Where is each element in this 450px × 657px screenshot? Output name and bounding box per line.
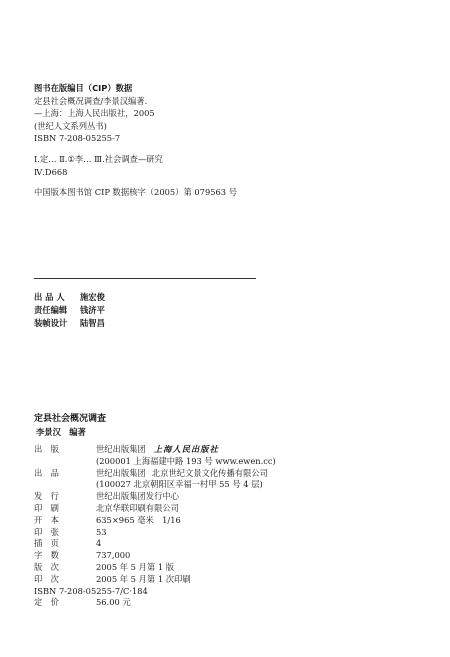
spec-label: 印 张 — [34, 526, 59, 537]
spec-row-producer — [34, 468, 276, 480]
cip-subjects: Ⅰ.定… Ⅱ.①李… Ⅲ.社会调查—研究 — [34, 153, 163, 164]
producer-address: (100027 北京朝阳区幸福一村甲 55 号 4 层) — [96, 479, 263, 490]
spec-row-price — [34, 597, 276, 609]
spec-row — [34, 538, 276, 550]
book-info — [34, 413, 106, 438]
spec-label: 版 次 — [34, 561, 59, 572]
spec-value: 2005 年 5 月第 1 版 — [96, 561, 175, 572]
cip-line-series: (世纪人文系列丛书) — [34, 120, 107, 131]
cip-record-number: 中国版本图书馆 CIP 数据核字（2005）第 079563 号 — [34, 187, 237, 198]
spec-row-isbn — [34, 586, 276, 598]
credit-value: 陆智昌 — [80, 318, 105, 328]
spec-value: 4 — [96, 538, 102, 549]
spec-label: 开 本 — [34, 514, 59, 525]
spec-label: 印 次 — [34, 573, 59, 584]
spec-label: 印 刷 — [34, 502, 59, 513]
spec-row-publisher-address — [34, 456, 276, 468]
publisher-group: 世纪出版集团 — [96, 444, 146, 454]
publisher-address: (200001 上海福建中路 193 号 www.ewen.cc) — [96, 455, 276, 466]
credit-row — [34, 304, 105, 317]
cip-line-publisher: —上海：上海人民出版社，2005 — [34, 108, 155, 119]
price-value: 56.00 元 — [96, 597, 131, 608]
spec-row — [34, 562, 276, 574]
producer-company: 北京世纪文景文化传播有限公司 — [151, 467, 268, 478]
spec-row — [34, 574, 276, 586]
spec-label: 发 行 — [34, 491, 59, 502]
book-title: 定县社会概况调查 — [34, 414, 107, 424]
spec-row — [34, 527, 276, 539]
credit-value: 钱济平 — [80, 305, 105, 315]
spec-value: 737,000 — [96, 550, 131, 561]
spec-value: 世纪出版集团发行中心 — [96, 491, 179, 502]
credit-label: 出 品 人 — [34, 292, 65, 302]
spec-label: 出 版 — [34, 444, 59, 454]
credit-row — [34, 317, 105, 330]
spec-value: 635×965 毫米 1/16 — [96, 514, 181, 525]
publisher-imprint: 上海人民出版社 — [153, 444, 219, 454]
isbn-full: ISBN 7-208-05255-7/C·184 — [34, 585, 148, 596]
spec-value: 北京华联印刷有限公司 — [96, 502, 179, 513]
cip-block — [34, 82, 237, 199]
spec-row — [34, 491, 276, 503]
cip-isbn: ISBN 7-208-05255-7 — [34, 133, 121, 144]
spec-label: 插 页 — [34, 538, 59, 549]
producer-group: 世纪出版集团 — [96, 467, 146, 478]
divider-rule — [34, 278, 256, 279]
spec-row-publisher — [34, 444, 276, 456]
colophon-block — [34, 444, 276, 609]
spec-label: 字 数 — [34, 550, 59, 561]
spec-label: 定 价 — [34, 597, 59, 608]
credit-row — [34, 291, 105, 304]
spec-label: 出 品 — [34, 467, 59, 478]
credit-label: 装帧设计 — [34, 318, 68, 328]
spec-row-producer-address — [34, 479, 276, 491]
spec-value: 2005 年 5 月第 1 次印刷 — [96, 573, 191, 584]
cip-heading: 图书在版编目（CIP）数据 — [34, 83, 133, 93]
spec-value: 53 — [96, 526, 107, 537]
book-author: 李景汉 编著 — [36, 426, 86, 437]
credit-value: 施宏俊 — [80, 292, 105, 302]
spec-row — [34, 515, 276, 527]
cip-line-title: 定县社会概况调查/李景汉编著. — [34, 95, 148, 106]
credit-label: 责任编辑 — [34, 305, 68, 315]
cip-classification: Ⅳ.D668 — [34, 166, 68, 177]
spec-row — [34, 550, 276, 562]
spec-row — [34, 503, 276, 515]
credits-block — [34, 291, 105, 330]
